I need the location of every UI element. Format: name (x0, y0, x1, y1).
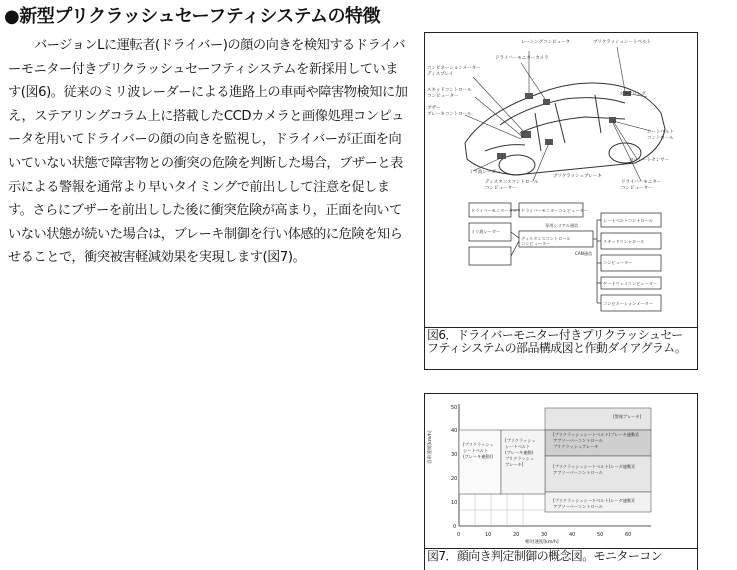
svg-text:コンビネーションメーター: コンビネーションメーター (427, 66, 481, 71)
svg-text:40: 40 (451, 428, 458, 434)
svg-text:ドライバーモニターカメラ: ドライバーモニターカメラ (471, 208, 521, 213)
svg-text:スキッドコントロール: スキッドコントロール (603, 239, 645, 244)
svg-text:ミリ波レーダー: ミリ波レーダー (471, 229, 501, 234)
svg-text:ドライバーモニター: ドライバーモニター (621, 180, 662, 185)
svg-text:20: 20 (513, 532, 520, 538)
face-direction-control-chart (425, 394, 697, 546)
svg-text:ゲートウェイコンピューター: ゲートウェイコンピューター (603, 281, 658, 286)
svg-text:ヨーレートセンサー: ヨーレートセンサー (629, 158, 670, 163)
svg-text:ディスタンスコントロール: ディスタンスコントロール (485, 180, 539, 185)
figure-7-caption: 図7．顔向き判定制御の概念図。モニターコン (427, 549, 663, 563)
figure-6-caption: 図6．ドライバーモニター付きプリクラッシュセーフティシステムの部品構成図と作動ダイアグラム。 (427, 328, 687, 355)
svg-text:[プリクラッシュシートベルト(レーダ連動)]: [プリクラッシュシートベルト(レーダ連動)] (553, 464, 635, 469)
svg-text:コントロール: コントロール (647, 136, 674, 141)
svg-text:アブソーバーコントロール: アブソーバーコントロール (553, 470, 603, 475)
svg-text:プリクラッシュ: プリクラッシュ (505, 456, 534, 461)
svg-text:レーシングコンピュータ: レーシングコンピュータ (521, 40, 571, 45)
figure-7-panel (424, 393, 698, 570)
figure-7-xlabel: 相対速度[km/h] (525, 540, 559, 545)
svg-text:プリクラッシュブレーキ: プリクラッシュブレーキ (553, 444, 599, 449)
svg-text:アブソーバーコントロール: アブソーバーコントロール (553, 504, 603, 509)
svg-text:0: 0 (453, 524, 457, 530)
svg-text:ステアリング: ステアリング (619, 92, 646, 97)
svg-text:(ブレーキ連動): (ブレーキ連動) (505, 450, 534, 455)
svg-text:コンピューター: コンピューター (621, 186, 653, 191)
svg-text:コンピューター: コンピューター (603, 260, 633, 265)
svg-text:[プリクラッシュ: [プリクラッシュ (463, 442, 494, 447)
svg-text:専用シリアル通信: 専用シリアル通信 (545, 223, 579, 228)
svg-text:ディスプレイ: ディスプレイ (427, 72, 454, 77)
svg-text:10: 10 (451, 500, 458, 506)
svg-text:プリクラッシュシートベルト: プリクラッシュシートベルト (593, 40, 652, 45)
svg-text:60: 60 (625, 532, 632, 538)
svg-text:シートベルト: シートベルト (505, 444, 531, 449)
figure-6-illustration (425, 33, 697, 327)
svg-text:シートベルトコントロール: シートベルトコントロール (603, 218, 653, 223)
svg-text:[プリクラッシュシートベルト(レーダ連動)]: [プリクラッシュシートベルト(レーダ連動)] (553, 498, 635, 503)
svg-text:ブレーキコントロール: ブレーキコントロール (427, 112, 472, 117)
article-body: バージョンLに運転者(ドライバー)の顔の向きを検知するドライバーモニター付きプリクラッシュセーフティシステムを新採用しています(図6)。従来のミリ波レーダーによる進路上の車両や障害物検知に加え，ステアリングコラム上に搭載したCCDカメラと画像処理コンピュータを用いてドライバーの顔の向きを監視し，ドライバーが正面を向いていない状態で障害物との衝突の危険を判断した場合，ブザーと表示による警報を通常より早いタイミングで前出しして注意を促します。さらにブザーを前出しした後に衝突危険が高まり，正面を向いていない状態が続いた場合は，ブレーキ制御を行い体感的に危険を知らせることで，衝突被害軽減効果を実現します(図7)。 (8, 38, 408, 266)
svg-text:プリクラッシュブレーキ: プリクラッシュブレーキ (553, 174, 602, 179)
svg-text:コンピューター: コンピューター (427, 94, 459, 99)
svg-text:[警報ブレーキ]: [警報ブレーキ] (613, 414, 642, 419)
svg-text:0: 0 (457, 532, 461, 538)
svg-text:コンビネーションメーター: コンビネーションメーター (603, 301, 653, 306)
figure-7-ylabel: 自車速度[km/h] (428, 430, 433, 464)
svg-text:ドライバーモニターコンピューター: ドライバーモニターコンピューター (521, 208, 588, 213)
svg-text:ドライバーモニターカメラ: ドライバーモニターカメラ (495, 56, 549, 61)
section-title: ●新型プリクラッシュセーフティシステムの特徴 (4, 6, 381, 27)
svg-text:50: 50 (597, 532, 604, 538)
svg-text:[プリクラッシュ: [プリクラッシュ (505, 438, 536, 443)
svg-text:シートベルト: シートベルト (647, 130, 674, 135)
svg-text:30: 30 (451, 452, 458, 458)
svg-text:コンピューター: コンピューター (485, 186, 517, 191)
svg-text:CAN通信: CAN通信 (575, 251, 593, 256)
svg-text:スキッドコントロール: スキッドコントロール (427, 88, 472, 93)
car-component-diagram (425, 33, 697, 327)
svg-text:シートベルト: シートベルト (463, 448, 489, 453)
svg-text:40: 40 (569, 532, 576, 538)
svg-text:20: 20 (451, 476, 458, 482)
svg-text:ミリ波レーダー: ミリ波レーダー (469, 170, 501, 175)
figure-6-panel (424, 32, 698, 370)
svg-text:[プリクラッシュシートベルト(プレーキ連動)]: [プリクラッシュシートベルト(プレーキ連動)] (553, 432, 639, 437)
svg-text:アブソーバーコントロール: アブソーバーコントロール (553, 438, 603, 443)
svg-text:10: 10 (485, 532, 492, 538)
svg-text:50: 50 (451, 405, 458, 411)
svg-text:30: 30 (541, 532, 548, 538)
svg-text:ブザー: ブザー (427, 106, 441, 111)
svg-text:ディスタンスコントロール: ディスタンスコントロール (521, 236, 571, 241)
figure-7-chart (425, 394, 697, 546)
svg-text:コンピューター: コンピューター (521, 241, 551, 246)
svg-text:(ブレーキ連動)]: (ブレーキ連動)] (463, 454, 493, 459)
svg-text:ブレーキ]: ブレーキ] (505, 462, 524, 467)
